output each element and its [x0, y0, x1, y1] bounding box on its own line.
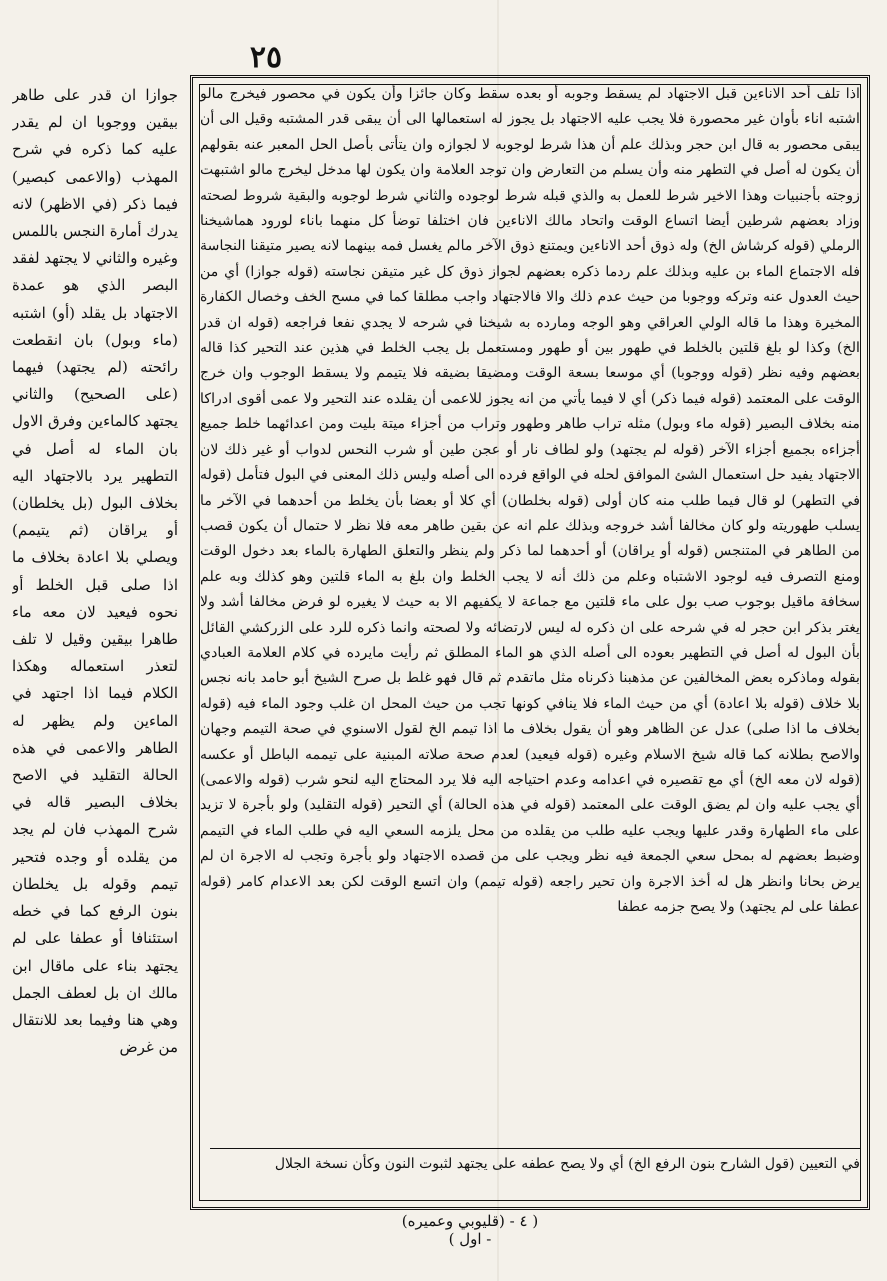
main-footnote-line: في التعيين (قول الشارح بنون الرفع الخ) أي ولا يصح عطفه على يجتهد لثبوت النون وكأن نسخة الجلال: [274, 1156, 860, 1172]
margin-matn-paragraph: جوازا ان قدر على طاهر بيقين ووجوبا ان لم يقدر عليه كما ذكره في شرح المهذب (والاعمى كبصير) فيما ذكر (في الاظهر) لانه يدرك أمارة النجس باللمس وغيره والثاني لا يجتهد لفقد البصر الذي هو عمدة الاجتهاد بل يقلد (أو) اشتبه (ماء وبول) بان انقطعت رائحته (لم يجتهد) فيهما (على الصحيح) والثاني يجتهد كالماءين وفرق الاول بان الماء له أصل في التطهير يرد بالاجتهاد اليه بخلاف البول (بل يخلطان) أو يراقان (ثم يتيمم) ويصلي بلا اعادة بخلاف ما اذا صلى قبل الخلط أو نحوه فيعيد لان معه ماء طاهرا بيقين وقيل لا تلف لتعذر استعماله وهكذا الكلام فيما اذا اجتهد في الماءين ولم يظهر له الطاهر والاعمى في هذه الحالة التقليد في الاصح بخلاف البصير قاله في شرح المهذب فان لم يجد من يقلده أو وجده فتحير تيمم وقوله بل يخلطان بنون الرفع كما في خطه استئنافا أو عطفا على لم يجتهد بناء على ماقال ابن مالك ان بل لعطف الجمل وهي هنا وفيما بعد للانتقال من غرض: [12, 86, 178, 1057]
page-number: ٢٥: [249, 40, 283, 75]
main-commentary-paragraph: اذا تلف أحد الاناءين قبل الاجتهاد لم يسقط وجوبه أو بعده سقط وكان جائزا وأن يكون في محصور فيخرج مالو اشتبه اناء بأوان غير محصورة فلا يجب عليه الاجتهاد بل يجوز له استعمالها الى أن يبقى قدر المشتبه وقيل الى أن يبقى محصور به قال ابن حجر وبذلك علم أن هذا شرط لوجوبه لا لجوازه وان يتأتى بأصل الحل المعبر عنه بقولهم أن يكون له أصل في التطهر منه وأن يسلم من التعارض وان توجد العلامة وان يكون لها مدخل ليخرج مالو اشتبهت زوجته بأجنبيات وهذا الاخير شرط للعمل به والذي قبله شرط لوجوده والثاني شرط لوجوبه والبقية شروط لصحته وزاد بعضهم شرطين أيضا اتساع الوقت واتحاد مالك الاناءين فان اختلفا توضأ كل منهما باناء لورود هماشيخنا الرملي (قوله كرشاش الخ) وله ذوق أحد الاناءين ويمتنع ذوق الآخر مالم يغسل فمه بينهما لانه يصير متيقنا النجاسة فله الاجتماع الماء بن عليه وبذلك علم ردما ذكره بعضهم لجواز ذوق كل غير متيقن نجاسته (قوله جوازا) أي من حيث العدول عنه وتركه ووجوبا من حيث عدم ذلك والا فالاجتهاد واجب مطلقا كما في مسح الخف وخصال الكفارة المخيرة وهذا ما قاله الولي العراقي وهو الوجه ومارده به شيخنا في شرحه لا يجدي نفعا فراجعه (قوله ان قدر الخ) وكذا لو بلغ قلتين بالخلط في طهور بين أو طهور ومستعمل بل يجب الخلط في هذين عند التحير كذا قاله بعضهم وفيه نظر (قوله ووجوبا) أي موسعا بسعة الوقت ومضيقا بضيقه فلا يتيمم ولا يسقط الوجوب وان خرج الوقت على المعتمد (قوله فيما ذكر) أي لا فيما يأتي من انه يجوز للاعمى أن يقلده عند التحير ولا عمى أقوى ادراكا منه بخلاف البصير (قوله ماء وبول) مثله تراب طاهر وطهور وتراب من أجزاء ميتة بليت ومن اعدائهما خلط جميع أجزاءه بجميع أجزاء الآخر (قوله لم يجتهد) ولو لطاف نار أو عجن طين أو شرب النحس لدواب أو غير ذلك لان الاجتهاد يفيد حل استعمال الشئ الموافق لحله في الواقع فرده الى أصله وليس ذلك المعنى في البول فتأمل (قوله في التطهر) لو قال فيما طلب منه كان أولى (قوله بخلطان) أي كلا أو بعضا بأن يخلط من أحدهما في الآخر ما يسلب طهوريته ولو كان مخالفا أشد خروجه وبذلك علم انه عن بقين طاهر معه فلا نظر لا حتمال أن يكون قصب من الطاهر في المتنجس (قوله أو يراقان) أو أحدهما لما ذكر ولم ينظر والتعلق الطهارة بالماء بعد دخول الوقت ومنع التصرف فيه لوجود الاشتباه وعلم من ذلك أنه لا يجب الخلط وان بلغ به الماء قلتين وهو كذلك وبه علم سخافة ماقيل بوجوب صب بول على ماء قلتين مع جماعة لا يكفيهم الا به حيث لا يغيره لو فرض مخالفا أشد ولا يغتر بذكر ابن حجر له في شرحه على ان ذكره له ليس لارتضائه ولا لصحته وانما ذكره للرد على الزركشي القائل بأن البول له أصل في التطهير بعوده الى أصله الذي هو الماء المطلق ثم رأيت مايرده في كلام العلامة العبادي بقوله وماذكره بعض المخالفين عن مذهبنا ذكرناه مثل ماتقدم ثم قال فهو غلط بل صرح الشيخ أبو حامد بانه نجس بلا خلاف (قوله بلا اعادة) أي من حيث الماء فلا ينافي كونها تجب من حيث المحل ان غلب وجود الماء فيه (قوله بخلاف ما اذا صلى) عدل عن الظاهر وهو أن يقول بخلاف ما اذا تيمم الخ لقول الاسنوي في صحة التيمم وجهان والاصح بطلانه كما قاله شيخ الاسلام وغيره (قوله فيعيد) لعدم صحة صلاته المبنية على تيممه الباطل أو عكسه (قوله لان معه الخ) أي مع تقصيره في اعدامه وعدم احتياجه اليه فلا يرد المحتاج اليه لنحو شرب (قوله والاعمى) أي يجب عليه وان لم يضق الوقت على المعتمد (قوله في هذه الحالة) أي التحير (قوله التقليد) ولو بأجرة لا تزيد على ماء الطهارة وقدر عليها ويجب عليه طلب من يقلده من محل يلزمه السعي اليه في طلب الماء في التيمم وضبط بعضهم له بمحل سعي الجمعة فيه نظر ويجب على من قصده الاجتهاد ولو بأجرة وتجب له الاجرة ان لم يرض بحانا وانظر هل له أخذ الاجرة وان تحير راجعه (قوله تيمم) وان اتسع الوقت لكن بعد الاعدام كامر (قوله عطفا على لم يجتهد) ولا يصح جزمه عطفا: [200, 86, 860, 915]
footnote-divider: [210, 1148, 860, 1149]
main-commentary-text: [200, 82, 860, 1162]
margin-matn-text: [12, 82, 178, 1202]
footer-signature: ( ٤ - (قليوبي وعميره) - اول ): [401, 1212, 539, 1248]
